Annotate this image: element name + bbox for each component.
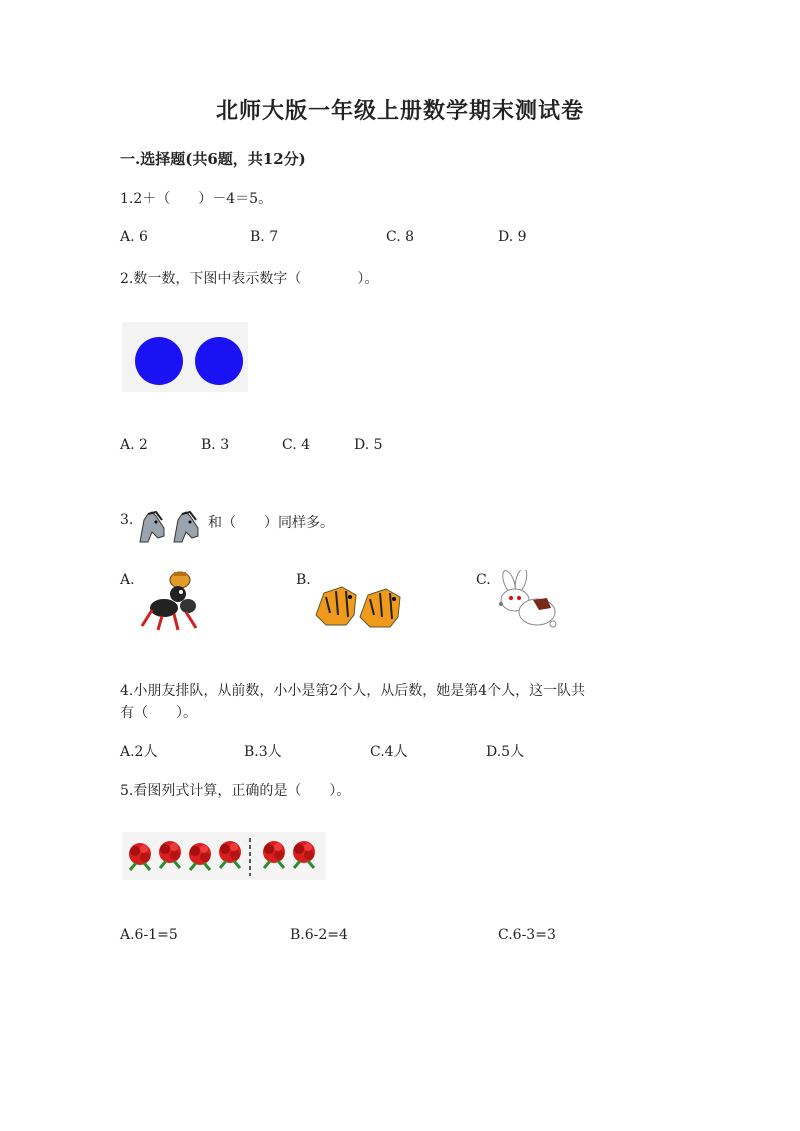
blue-dot [195,337,243,385]
question-4-option-d: D.5人 [486,744,525,760]
question-2-option-d: D. 5 [354,437,383,453]
question-1-option-a: A. 6 [120,229,148,245]
dots-figure [122,322,248,392]
tigers-icon [312,575,404,633]
question-5-option-b: B.6-2=4 [290,927,348,943]
question-3-stem: 和（ ）同样多。 [208,515,334,531]
question-4-option-b: B.3人 [244,744,282,760]
question-5-stem: 5.看图列式计算，正确的是（ ）。 [120,783,351,799]
question-2-option-b: B. 3 [201,437,230,453]
blue-dot [135,337,183,385]
question-1-option-b: B. 7 [250,229,279,245]
section-heading: 一.选择题(共6题，共12分) [120,150,306,168]
question-3-option-c: C. [476,572,491,588]
question-2-option-a: A. 2 [120,437,148,453]
ant-icon [138,570,210,632]
question-1-option-c: C. 8 [386,229,415,245]
rabbit-icon [493,570,563,632]
flowers-figure [122,832,326,880]
question-3-option-b: B. [296,572,311,588]
question-4-option-a: A.2人 [120,744,158,760]
question-5-option-c: C.6-3=3 [498,927,556,943]
question-1-stem: 1.2＋（ ）－4＝5。 [120,191,273,207]
question-4-stem-line1: 4.小朋友排队，从前数，小小是第2个人，从后数，她是第4个人，这一队共 [120,683,586,699]
question-4-option-c: C.4人 [370,744,408,760]
question-3-option-a: A. [120,572,135,588]
horse-heads-icon [134,508,206,548]
question-1-option-d: D. 9 [498,229,527,245]
page-title: 北师大版一年级上册数学期末测试卷 [215,98,584,124]
question-2-stem: 2.数一数，下图中表示数字（ ）。 [120,271,379,287]
question-3-number: 3. [120,512,134,528]
question-5-option-a: A.6-1=5 [120,927,178,943]
question-4-stem-line2: 有（ ）。 [120,705,197,721]
question-2-option-c: C. 4 [282,437,311,453]
